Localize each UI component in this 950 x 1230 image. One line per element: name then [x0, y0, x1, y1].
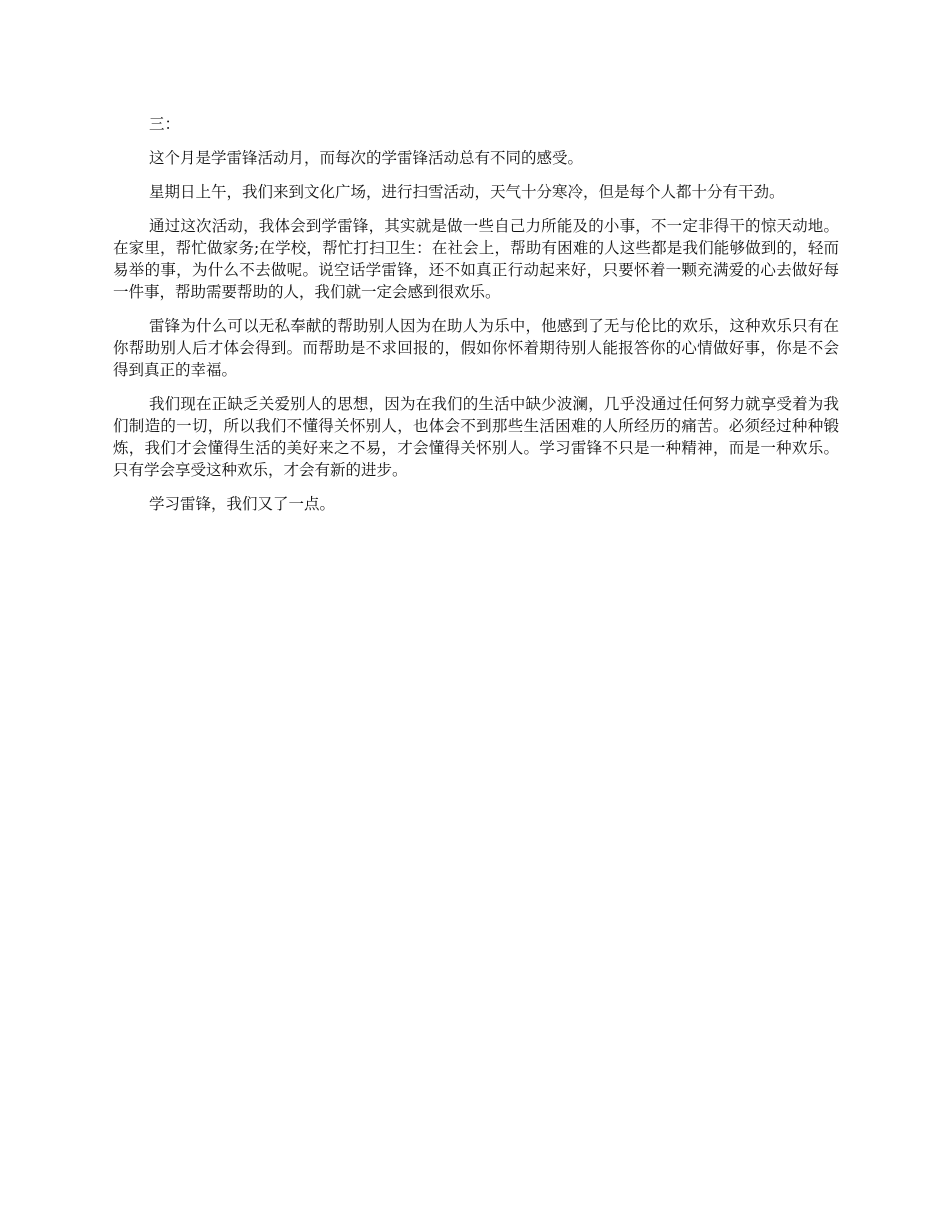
paragraph-conclusion: 学习雷锋，我们又了一点。: [149, 495, 336, 513]
document-body: [113, 113, 839, 527]
paragraph-selfless-help: 雷锋为什么可以无私奉献的帮助别人因为在助人为乐中，他感到了无与伦比的欢乐，这种欢乐只有在你帮助别人后才体会得到。而帮助是不求回报的，假如你怀着期待别人能报答你的心情做好事，你是不会得到真正的幸福。: [113, 317, 839, 379]
paragraph-caring-others: 我们现在正缺乏关爱别人的思想，因为在我们的生活中缺少波澜，几乎没通过任何努力就享受着为我们制造的一切，所以我们不懂得关怀别人，也体会不到那些生活困难的人所经历的痛苦。必须经过种种锻炼，我们才会懂得生活的美好来之不易，才会懂得关怀别人。学习雷锋不只是一种精神，而是一种欢乐。只有学会享受这种欢乐，才会有新的进步。: [113, 395, 839, 479]
paragraph-reflection: 通过这次活动，我体会到学雷锋，其实就是做一些自己力所能及的小事，不一定非得干的惊天动地。在家里，帮忙做家务;在学校，帮忙打扫卫生：在社会上，帮助有困难的人这些都是我们能够做到的，轻而易举的事，为什么不去做呢。说空话学雷锋，还不如真正行动起来好，只要怀着一颗充满爱的心去做好每一件事，帮助需要帮助的人，我们就一定会感到很欢乐。: [113, 217, 839, 301]
paragraph-sunday-activity: 星期日上午，我们来到文化广场，进行扫雪活动，天气十分寒冷，但是每个人都十分有干劲。: [149, 183, 785, 201]
paragraph-intro: 这个月是学雷锋活动月，而每次的学雷锋活动总有不同的感受。: [149, 149, 584, 167]
section-heading: 三：: [149, 115, 181, 133]
